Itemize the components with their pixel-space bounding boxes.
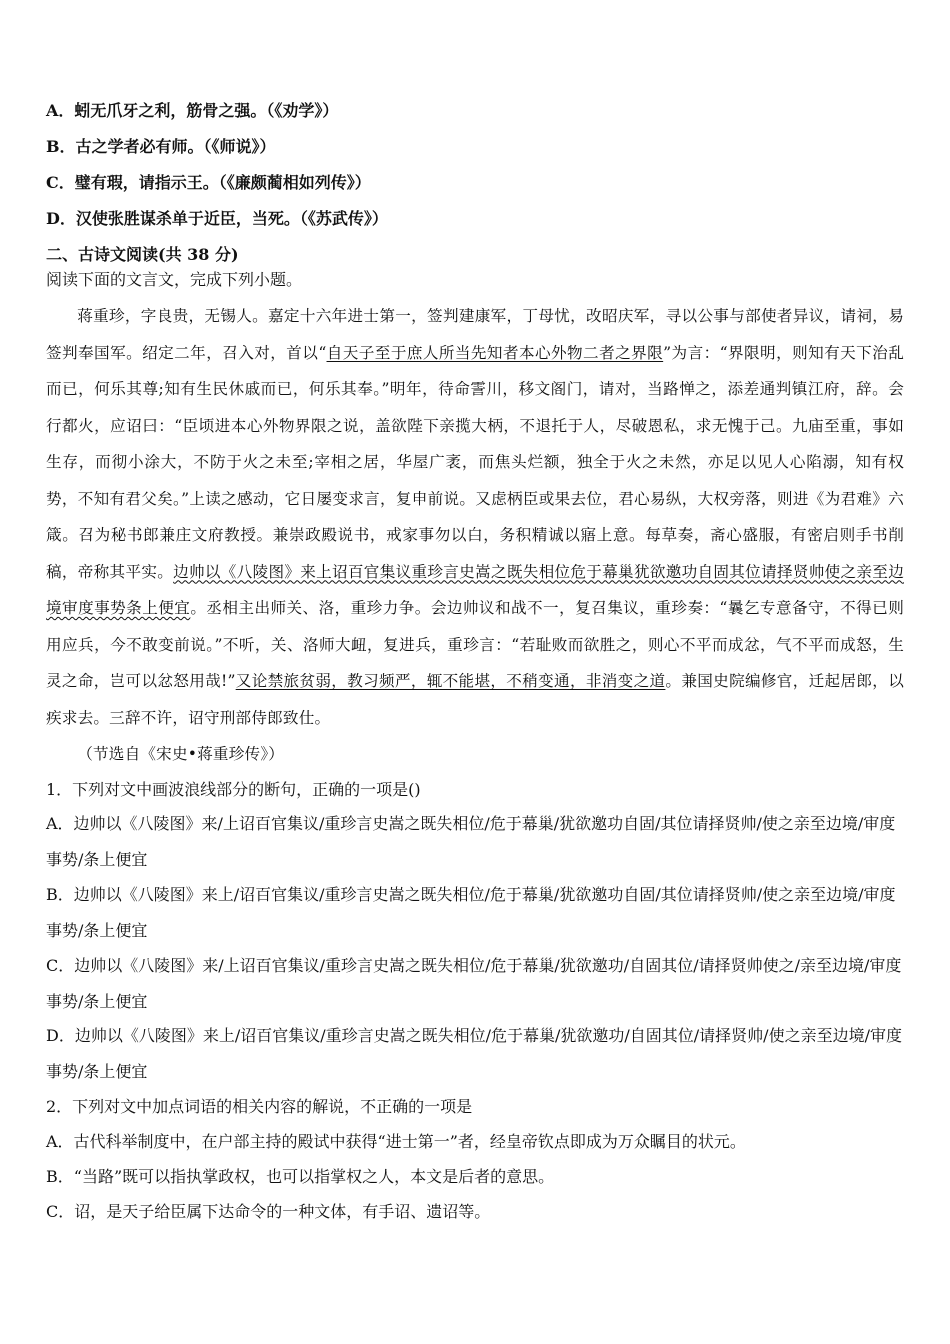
option-c-prev: C．璧有瑕，请指示王。（《廉颇蔺相如列传》） xyxy=(46,173,371,192)
question-1-option-b: B．边帅以《八陵图》来上/诏百官集议/重珍言史嵩之既失相位/危于幕巢/犹欲邀功自固/其位请择贤帅/使之亲至边境/审度事势/条上便宜 xyxy=(46,885,896,940)
option-a-prev: A．蚓无爪牙之利，筋骨之强。（《劝学》） xyxy=(46,101,339,120)
underlined-phrase-2: 又论禁旅贫弱，教习频严，辄不能堪，不稍变通，非消变之道 xyxy=(235,672,666,690)
question-2-option-b: B．“当路”既可以指执掌政权，也可以指掌权之人，本文是后者的意思。 xyxy=(46,1167,555,1186)
passage-text-3: 。丞相主出师关、洛，重珍力争。会边帅议和战不一，复召集议，重珍奏：“曩乞专意备守，不得已则用应兵，今不敢变前说。”不听，关、洛师大衄，复进兵，重珍言：“若耻败而欲胜之，则心不平而成忿，气不平而成怒，生灵之命，岂可以忿怒用哉!” xyxy=(46,599,904,690)
classical-passage xyxy=(46,298,904,773)
question-2-option-c: C．诏，是天子给臣属下达命令的一种文体，有手诏、遗诏等。 xyxy=(46,1202,491,1221)
passage-text-1: 蒋重珍，字良贵，无锡人。嘉定十六年进士第一，签判建康军，丁母忧，改昭庆军，寻以公事与部使者异议，请祠，易签判奉国军。绍定二年，召入对，首以“ xyxy=(46,307,904,362)
option-d-prev: D．汉使张胜谋杀单于近臣，当死。（《苏武传》） xyxy=(46,209,388,228)
question-2-stem: 2．下列对文中加点词语的相关内容的解说，不正确的一项是 xyxy=(46,1097,473,1116)
underlined-phrase-1: 自天子至于庶人所当先知者本心外物二者之界限 xyxy=(326,343,664,362)
passage-source: （节选自《宋史•蒋重珍传》） xyxy=(77,745,285,763)
passage-paragraph xyxy=(46,298,904,736)
question-1-option-d: D．边帅以《八陵图》来上/诏百官集议/重珍言史嵩之既失相位/危于幕巢/犹欲邀功/自固其位/请择贤帅/使之亲至边境/审度事势/条上便宜 xyxy=(46,1026,902,1081)
passage-text-2: ”为言：“界限明，则知有天下治乱而已，何乐其尊;知有生民休戚而已，何乐其奉。”明年，待命霅川，移文阁门，请对，当路惮之，添差通判镇江府，辞。会行都火，应诏曰：“臣顷进本心外物界限之说，盖欲陛下亲揽大柄，不退托于人，尽破恩私，求无愧于己。九庙至重，事如生存，而彻小涂大，不防于火之未至;宰相之居，华屋广袤，而焦头烂额，独全于火之未然，亦足以见人心陷溺，知有权势，不知有君父矣。”上读之感动，它日屡变求言，复申前说。又虑柄臣或果去位，君心易纵，大权旁落，则进《为君难》六箴。召为秘书郎兼庄文府教授。兼崇政殿说书，戒家事勿以白，务积精诚以寤上意。每草奏，斋心盛服，有密启则手书削稿，帝称其平实。 xyxy=(46,343,904,581)
wavy-underlined-sentence: 边帅以《八陵图》来上诏百官集议重珍言史嵩之既失相位危于幕巢犹欲邀功自固其位请择贤帅使之亲至边境审度事势条上便宜 xyxy=(46,562,904,617)
question-2-option-a: A．古代科举制度中，在户部主持的殿试中获得“进士第一”者，经皇帝钦点即成为万众瞩目的状元。 xyxy=(46,1132,746,1151)
passage-text-4: 。兼国史院编修官，迁起居郎，以疾求去。三辞不许，诏守刑部侍郎致仕。 xyxy=(46,672,904,727)
option-b-prev: B．古之学者必有师。（《师说》） xyxy=(46,137,276,156)
question-1-stem: 1．下列对文中画波浪线部分的断句，正确的一项是() xyxy=(46,780,421,799)
question-1-option-a: A．边帅以《八陵图》来/上诏百官集议/重珍言史嵩之既失相位/危于幕巢/犹欲邀功自固/其位请择贤帅/使之亲至边境/审度事势/条上便宜 xyxy=(46,814,896,869)
section-title: 二、古诗文阅读(共 38 分) xyxy=(46,245,239,264)
question-1-option-c: C．边帅以《八陵图》来/上诏百官集议/重珍言史嵩之既失相位/危于幕巢/犹欲邀功/自固其位/请择贤帅使之/亲至边境/审度事势/条上便宜 xyxy=(46,956,902,1011)
section-instruction: 阅读下面的文言文，完成下列小题。 xyxy=(46,270,303,289)
